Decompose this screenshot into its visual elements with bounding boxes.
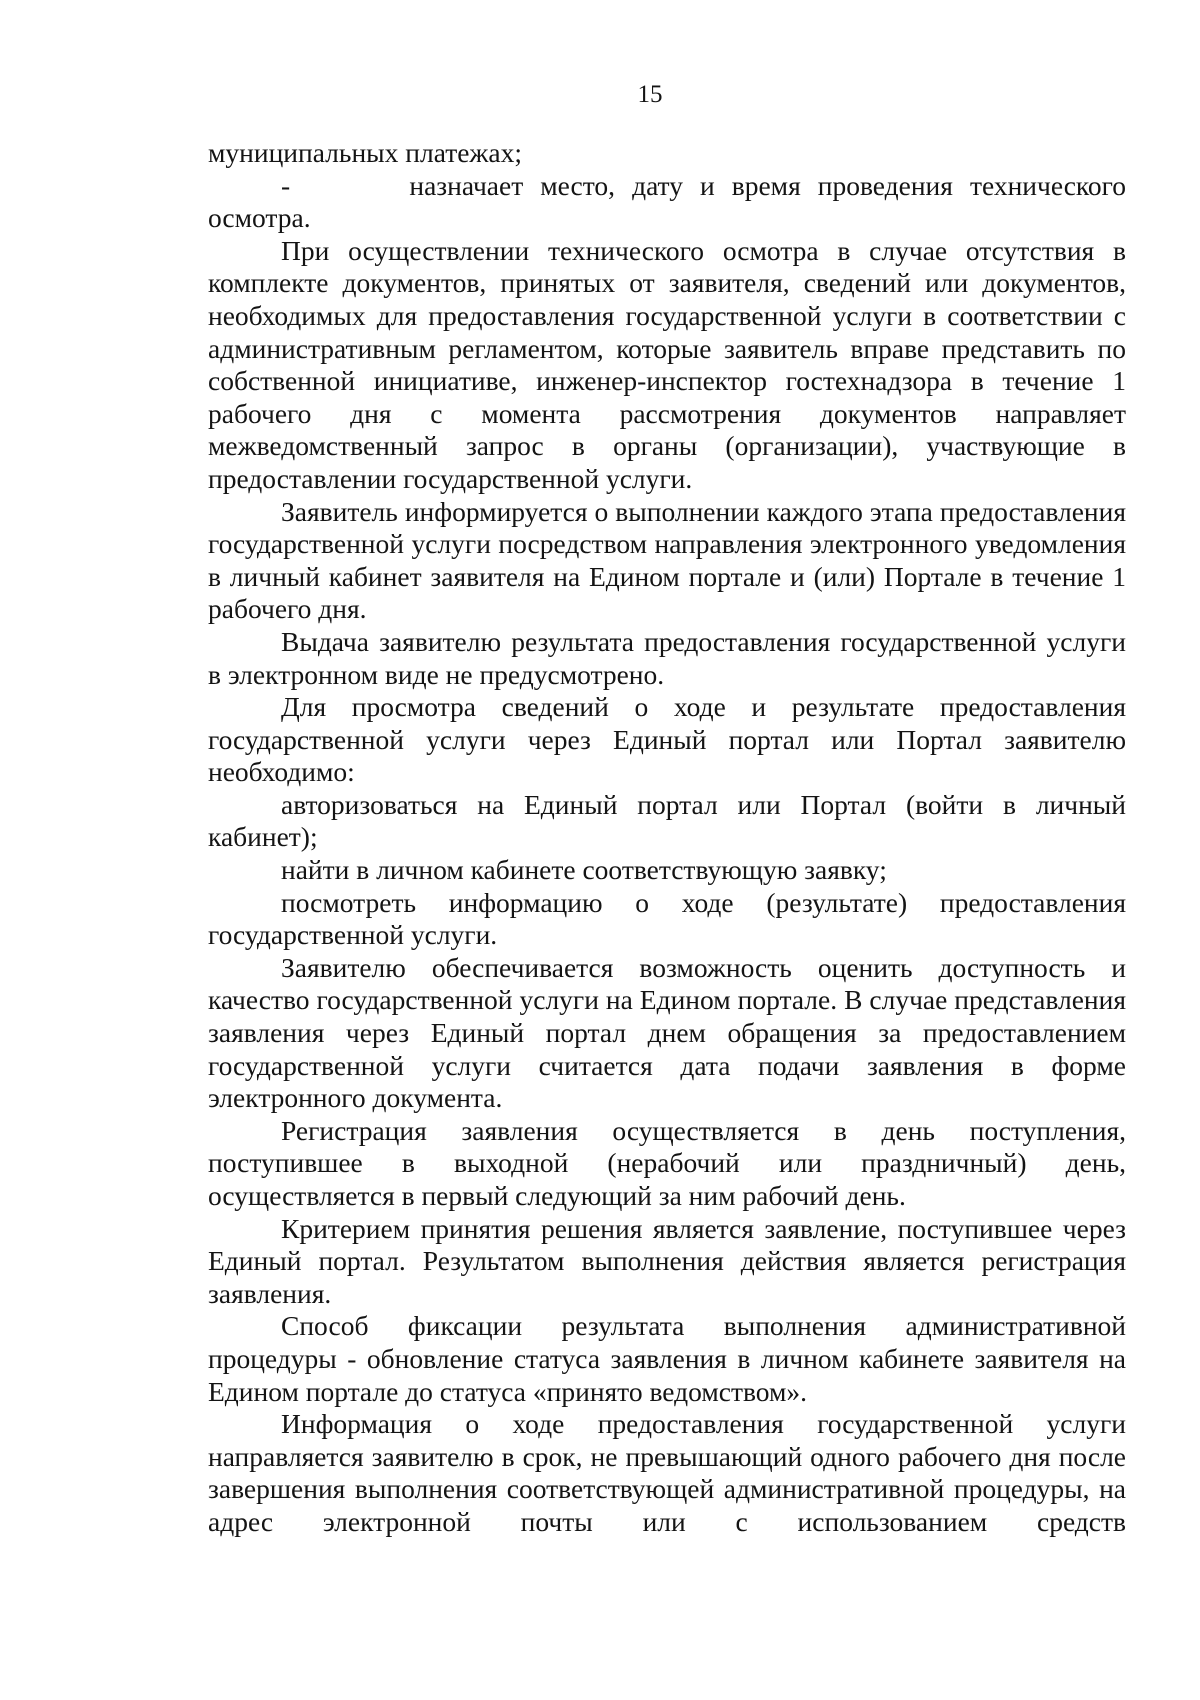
paragraph-decision-criterion: Критерием принятия решения является заявление, поступившее через Единый портал. Результатом выполнения действия является регистрация заявления. <box>208 1212 1126 1309</box>
paragraph-fixation-method: Способ фиксации результата выполнения административной процедуры - обновление статуса заявления в личном кабинете заявителя на Едином портале до статуса «принято ведомством». <box>208 1310 1126 1407</box>
page-number: 15 <box>637 81 663 108</box>
paragraph-view-info: посмотреть информацию о ходе (результате) предоставления государственной услуги. <box>208 886 1126 951</box>
paragraph-view-status: Для просмотра сведений о ходе и результате предоставления государственной услуги через Единый портал или Портал заявителю необходимо: <box>208 691 1126 788</box>
paragraph-progress-info: Информация о ходе предоставления государственной услуги направляется заявителю в срок, не превышающий одного рабочего дня после завершения выполнения соответствующей административной процедуры, на адрес электронной почты или с использованием средств <box>208 1408 1126 1537</box>
paragraph-find-request: найти в личном кабинете соответствующую заявку; <box>281 854 887 886</box>
paragraph-dash-item: - назначает место, дату и время проведения технического осмотра. <box>208 169 1126 234</box>
paragraph-registration: Регистрация заявления осуществляется в день поступления, поступившее в выходной (нерабочий или праздничный) день, осуществляется в первый следующий за ним рабочий день. <box>208 1114 1126 1211</box>
paragraph-continuation: муниципальных платежах; <box>208 137 523 168</box>
paragraph-authorize: авторизоваться на Единый портал или Портал (войти в личный кабинет); <box>208 788 1126 853</box>
paragraph-applicant-informed: Заявитель информируется о выполнении каждого этапа предоставления государственной услуги посредством направления электронного уведомления в личный кабинет заявителя на Едином портале и (или) Портале в течение 1 рабочего дня. <box>208 495 1126 625</box>
paragraph-technical-inspection: При осуществлении технического осмотра в случае отсутствия в комплекте документов, принятых от заявителя, сведений или документов, необходимых для предоставления государственной услуги в соответствии с административным регламентом, которые заявитель вправе представить по собственной инициативе, инженер-инспектор гостехнадзора в течение 1 рабочего дня с момента рассмотрения документов направляет межведомственный запрос в органы (организации), участвующие в предоставлении государственной услуги. <box>208 234 1126 494</box>
paragraph-quality-assessment: Заявителю обеспечивается возможность оценить доступность и качество государственной услуги на Едином портале. В случае представления заявления через Единый портал днем обращения за предоставлением государственной услуги считается дата подачи заявления в форме электронного документа. <box>208 951 1126 1114</box>
document-body <box>208 137 1126 1539</box>
paragraph-result-issuance: Выдача заявителю результата предоставления государственной услуги в электронном виде не предусмотрено. <box>208 625 1126 690</box>
